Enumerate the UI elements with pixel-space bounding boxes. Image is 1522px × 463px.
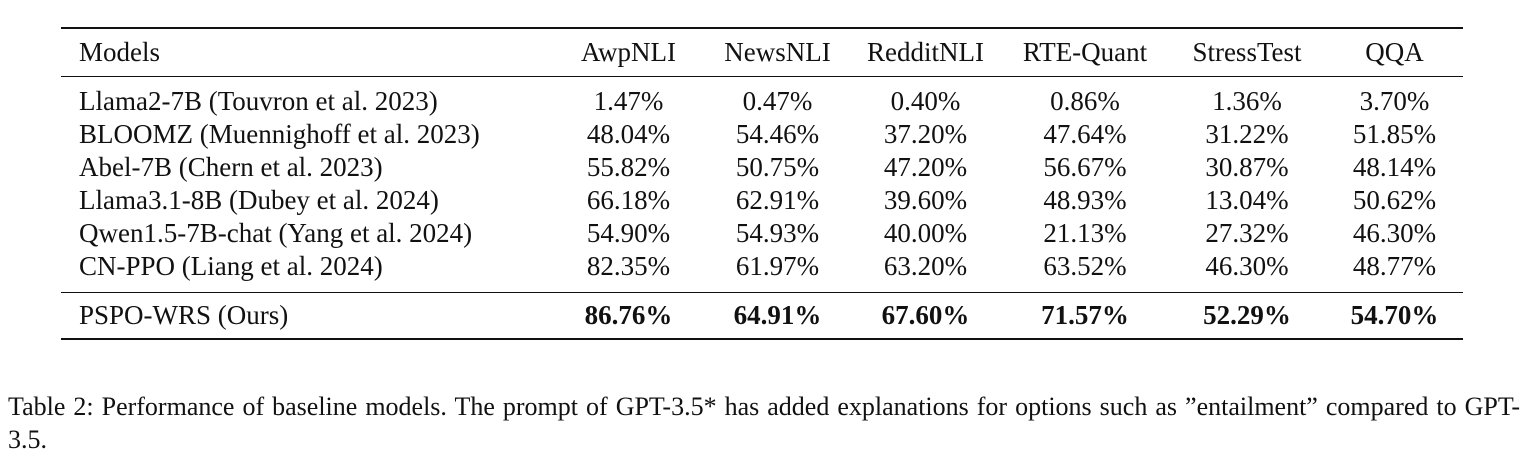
table-row bbox=[61, 217, 1463, 250]
score-cell: 46.30% bbox=[1205, 251, 1289, 281]
score-cell: 54.90% bbox=[586, 218, 671, 248]
ours-score-cell: 64.91% bbox=[706, 293, 849, 340]
score-cell: 51.85% bbox=[1352, 119, 1437, 149]
column-header-models: Models bbox=[61, 28, 551, 77]
score-cell: 63.20% bbox=[883, 251, 968, 281]
score-cell: 48.93% bbox=[1043, 185, 1127, 215]
score-cell: 27.32% bbox=[1205, 218, 1289, 248]
ours-model-name-cell: PSPO-WRS (Ours) bbox=[61, 293, 551, 340]
score-cell: 66.18% bbox=[586, 185, 671, 215]
score-cell: 50.62% bbox=[1352, 185, 1437, 215]
table-row bbox=[61, 77, 1463, 119]
ours-score-cell: 52.29% bbox=[1168, 293, 1326, 340]
model-name-cell: Qwen1.5-7B-chat (Yang et al. 2024) bbox=[79, 218, 473, 248]
table-caption: Table 2: Performance of baseline models. The prompt of GPT-3.5* has added explanations for options such as ”entailment” compared to GPT-3.5. bbox=[8, 392, 1520, 454]
score-cell: 48.04% bbox=[586, 119, 671, 149]
score-cell: 3.70% bbox=[1359, 86, 1430, 116]
ours-row bbox=[61, 293, 1463, 340]
score-cell: 48.14% bbox=[1352, 152, 1437, 182]
column-header-awpnli: AwpNLI bbox=[551, 28, 706, 77]
ours-score-cell: 71.57% bbox=[1002, 293, 1168, 340]
column-header-newsnli: NewsNLI bbox=[706, 28, 849, 77]
score-cell: 48.77% bbox=[1352, 251, 1437, 281]
score-cell: 40.00% bbox=[883, 218, 968, 248]
score-cell: 46.30% bbox=[1352, 218, 1437, 248]
column-header-redditnli: RedditNLI bbox=[849, 28, 1002, 77]
model-name-cell: BLOOMZ (Muennighoff et al. 2023) bbox=[79, 119, 480, 149]
score-cell: 63.52% bbox=[1043, 251, 1127, 281]
score-cell: 56.67% bbox=[1043, 152, 1127, 182]
score-cell: 47.20% bbox=[883, 152, 968, 182]
score-cell: 1.36% bbox=[1212, 86, 1282, 116]
results-table bbox=[61, 27, 1463, 340]
score-cell: 82.35% bbox=[586, 251, 671, 281]
score-cell: 37.20% bbox=[883, 119, 968, 149]
ours-score-cell: 54.70% bbox=[1326, 293, 1463, 340]
column-header-rte-quant: RTE-Quant bbox=[1002, 28, 1168, 77]
score-cell: 0.40% bbox=[890, 86, 961, 116]
table-row bbox=[61, 118, 1463, 151]
column-header-qqa: QQA bbox=[1326, 28, 1463, 77]
score-cell: 21.13% bbox=[1043, 218, 1127, 248]
score-cell: 54.93% bbox=[735, 218, 820, 248]
table-row bbox=[61, 250, 1463, 293]
score-cell: 54.46% bbox=[735, 119, 820, 149]
score-cell: 13.04% bbox=[1205, 185, 1289, 215]
results-table-container bbox=[61, 27, 1463, 340]
score-cell: 1.47% bbox=[593, 86, 664, 116]
score-cell: 61.97% bbox=[735, 251, 820, 281]
score-cell: 0.47% bbox=[742, 86, 813, 116]
ours-score-cell: 67.60% bbox=[849, 293, 1002, 340]
model-name-cell: Llama3.1-8B (Dubey et al. 2024) bbox=[79, 185, 439, 215]
column-header-stresstest: StressTest bbox=[1168, 28, 1326, 77]
score-cell: 55.82% bbox=[586, 152, 671, 182]
model-name-cell: CN-PPO (Liang et al. 2024) bbox=[79, 251, 383, 281]
score-cell: 0.86% bbox=[1050, 86, 1120, 116]
score-cell: 47.64% bbox=[1043, 119, 1127, 149]
table-row bbox=[61, 151, 1463, 184]
table-header-row bbox=[61, 28, 1463, 77]
model-name-cell: Abel-7B (Chern et al. 2023) bbox=[79, 152, 383, 182]
ours-score-cell: 86.76% bbox=[551, 293, 706, 340]
table-row bbox=[61, 184, 1463, 217]
score-cell: 30.87% bbox=[1205, 152, 1289, 182]
score-cell: 62.91% bbox=[735, 185, 820, 215]
score-cell: 39.60% bbox=[883, 185, 968, 215]
score-cell: 31.22% bbox=[1205, 119, 1289, 149]
model-name-cell: Llama2-7B (Touvron et al. 2023) bbox=[79, 86, 438, 116]
score-cell: 50.75% bbox=[735, 152, 820, 182]
